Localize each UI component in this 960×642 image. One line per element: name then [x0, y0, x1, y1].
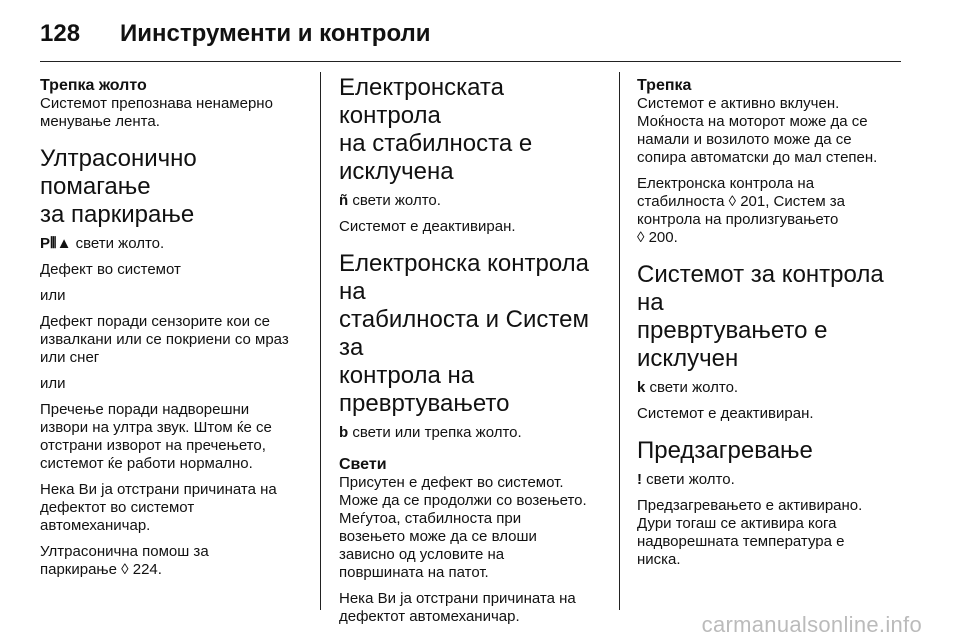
rollover-off-icon: k: [637, 379, 646, 396]
section-heading: Трепка жолто: [40, 77, 147, 94]
paragraph: Дефект во системот: [40, 261, 181, 278]
section-title: Електронската контрола на стабилноста е исклучена: [339, 74, 533, 185]
section-title: Ултрасонично помагање за паркирање: [40, 145, 197, 228]
paragraph: Системот препознава ненамерно менување лента.: [40, 95, 273, 130]
paragraph: Присутен е дефект во системот. Може да се продолжи со возењето. Меѓутоа, стабилноста при возењето може да се влоши зависно од условите на површината на патот.: [339, 474, 587, 581]
paragraph: Нека Ви ја отстрани причината на дефектот автомеханичар.: [339, 590, 576, 625]
column-1: [40, 72, 312, 587]
text: 200.: [644, 229, 678, 246]
paragraph: Предзагревањето е активирано. Дури тогаш се активира кога надворешната температура е ниска.: [637, 497, 863, 568]
column-2: [339, 72, 607, 634]
text: Ултрасонична помош за паркирање: [40, 543, 209, 578]
section-title: Електронска контрола на стабилноста и Систем за контрола на превртувањето: [339, 250, 589, 417]
page-ref-icon[interactable]: ◊: [637, 229, 645, 246]
section-title: Системот за контрола на превртувањето е исклучен: [637, 261, 884, 372]
watermark: carmanualsonline.info: [701, 612, 922, 637]
paragraph: или: [40, 375, 66, 392]
glow-plug-icon: !: [637, 471, 642, 488]
column-3: [637, 72, 905, 577]
icon-description: свети жолто.: [71, 235, 165, 252]
icon-description: свети жолто.: [642, 471, 735, 488]
paragraph: Системот е активно вклучен. Моќноста на моторот може да се намали и возилото може да се сопира автоматски до мал степен.: [637, 95, 878, 166]
paragraph: Нека Ви ја отстрани причината на дефектот во системот автомеханичар.: [40, 481, 277, 534]
reference-paragraph: [40, 543, 312, 579]
parking-assist-icon: P⦀▲: [40, 235, 72, 252]
column-divider: [619, 72, 620, 610]
text: 201, Систем за контрола на пролизгувањето: [637, 193, 846, 228]
page-ref-icon[interactable]: ◊: [728, 193, 737, 210]
paragraph: Системот е деактивиран.: [339, 218, 516, 235]
page-ref-icon[interactable]: ◊: [121, 561, 129, 578]
esc-off-icon: ñ: [339, 192, 349, 209]
section-heading: Свети: [339, 456, 387, 473]
esc-icon: b: [339, 424, 349, 441]
page-number: 128: [40, 20, 81, 47]
reference-paragraph: [637, 175, 905, 247]
column-divider: [320, 72, 321, 610]
text: 224.: [128, 561, 162, 578]
header-rule: [40, 61, 901, 62]
icon-description: свети или трепка жолто.: [348, 424, 522, 441]
text: Електронска контрола на стабилноста: [637, 175, 815, 210]
icon-description: свети жолто.: [645, 379, 739, 396]
icon-description: свети жолто.: [348, 192, 441, 209]
paragraph: Системот е деактивиран.: [637, 405, 814, 422]
section-heading: Трепка: [637, 77, 692, 94]
paragraph: Дефект поради сензорите кои се извалкани или се покриени со мраз или снег: [40, 313, 289, 366]
page-title: Иинструменти и контроли: [120, 20, 431, 47]
paragraph: Пречење поради надворешни извори на ултра звук. Штом ќе се отстрани изворот на пречењето, системот ќе работи нормално.: [40, 401, 272, 472]
section-title: Предзагревање: [637, 437, 813, 464]
paragraph: или: [40, 287, 66, 304]
